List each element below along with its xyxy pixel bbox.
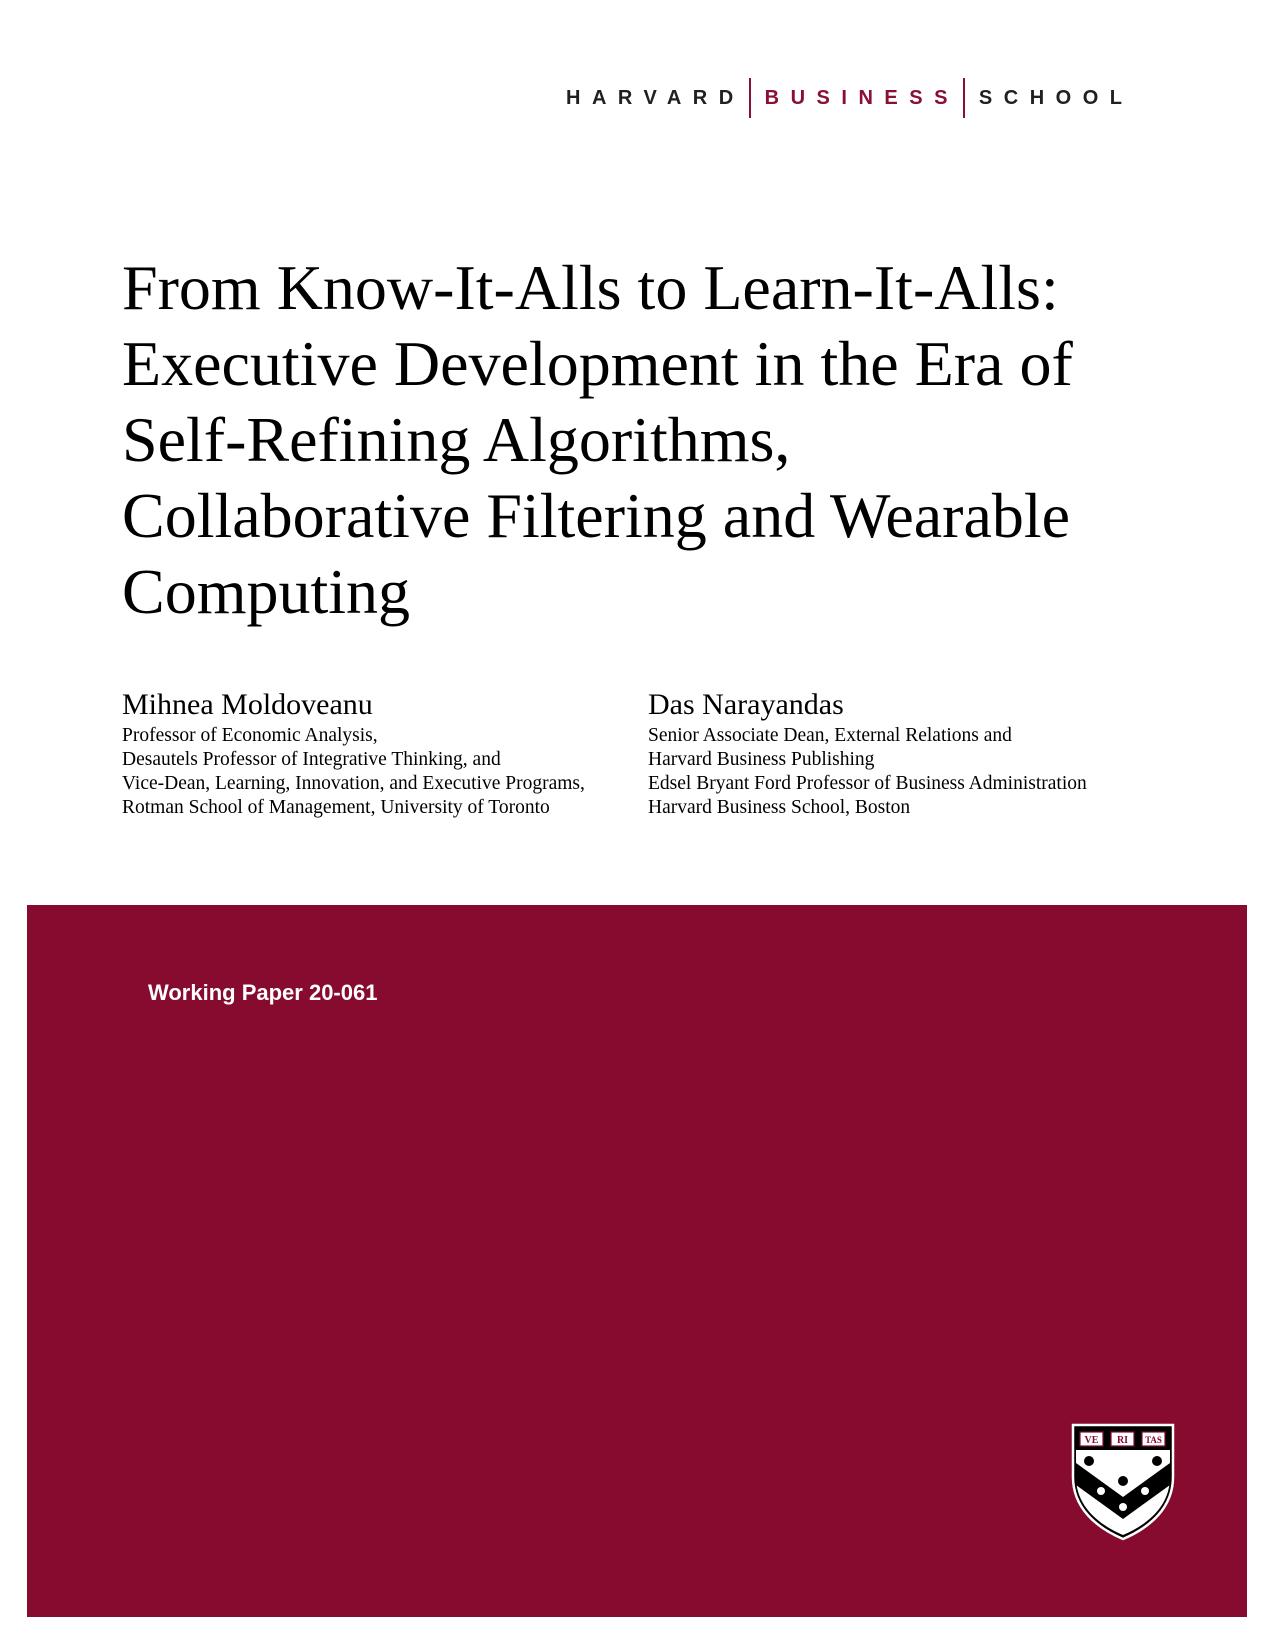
shield-charge	[1084, 1456, 1094, 1466]
shield-charge	[1097, 1487, 1105, 1495]
shield-charge	[1119, 1503, 1127, 1511]
author-name: Mihnea Moldoveanu	[122, 688, 373, 721]
title-line: From Know-It-Alls to Learn-It-Alls:	[122, 252, 1059, 323]
logo-separator	[963, 78, 965, 118]
hbs-logo	[566, 78, 1133, 118]
motto-ri: RI	[1116, 1435, 1129, 1446]
shield-charge	[1141, 1487, 1149, 1495]
title-line: Computing	[122, 556, 411, 627]
logo-separator	[749, 78, 751, 118]
author-affiliation-line: Desautels Professor of Integrative Thinking, and	[122, 749, 501, 770]
logo-word-school: SCHOOL	[978, 87, 1134, 109]
author-affiliation-line: Rotman School of Management, University of Toronto	[122, 797, 550, 818]
motto-ve: VE	[1084, 1435, 1099, 1446]
paper-title	[122, 250, 1182, 630]
author-moldoveanu	[122, 688, 585, 820]
logo-word-harvard: HARVARD	[566, 87, 745, 109]
author-affiliation-line: Vice-Dean, Learning, Innovation, and Executive Programs,	[122, 773, 585, 794]
shield-charge	[1152, 1456, 1162, 1466]
title-line: Self-Refining Algorithms,	[122, 404, 791, 475]
author-affiliation-line: Professor of Economic Analysis,	[122, 725, 378, 746]
author-affiliation-line: Senior Associate Dean, External Relations and	[648, 725, 1012, 746]
author-affiliation-line: Edsel Bryant Ford Professor of Business Administration	[648, 773, 1087, 794]
shield-charge	[1118, 1476, 1128, 1486]
author-affiliation-line: Harvard Business School, Boston	[648, 797, 911, 818]
title-line: Executive Development in the Era of	[122, 328, 1073, 399]
author-affiliation-line: Harvard Business Publishing	[648, 749, 875, 770]
logo-word-business: BUSINESS	[764, 87, 959, 109]
author-name: Das Narayandas	[648, 688, 844, 721]
title-line: Collaborative Filtering and Wearable	[122, 480, 1071, 551]
author-narayandas	[648, 688, 1087, 820]
working-paper-number: Working Paper 20-061	[148, 980, 378, 1005]
motto-tas: TAS	[1145, 1435, 1162, 1445]
veritas-shield-icon	[1071, 1423, 1175, 1541]
cover-band	[27, 905, 1247, 1617]
